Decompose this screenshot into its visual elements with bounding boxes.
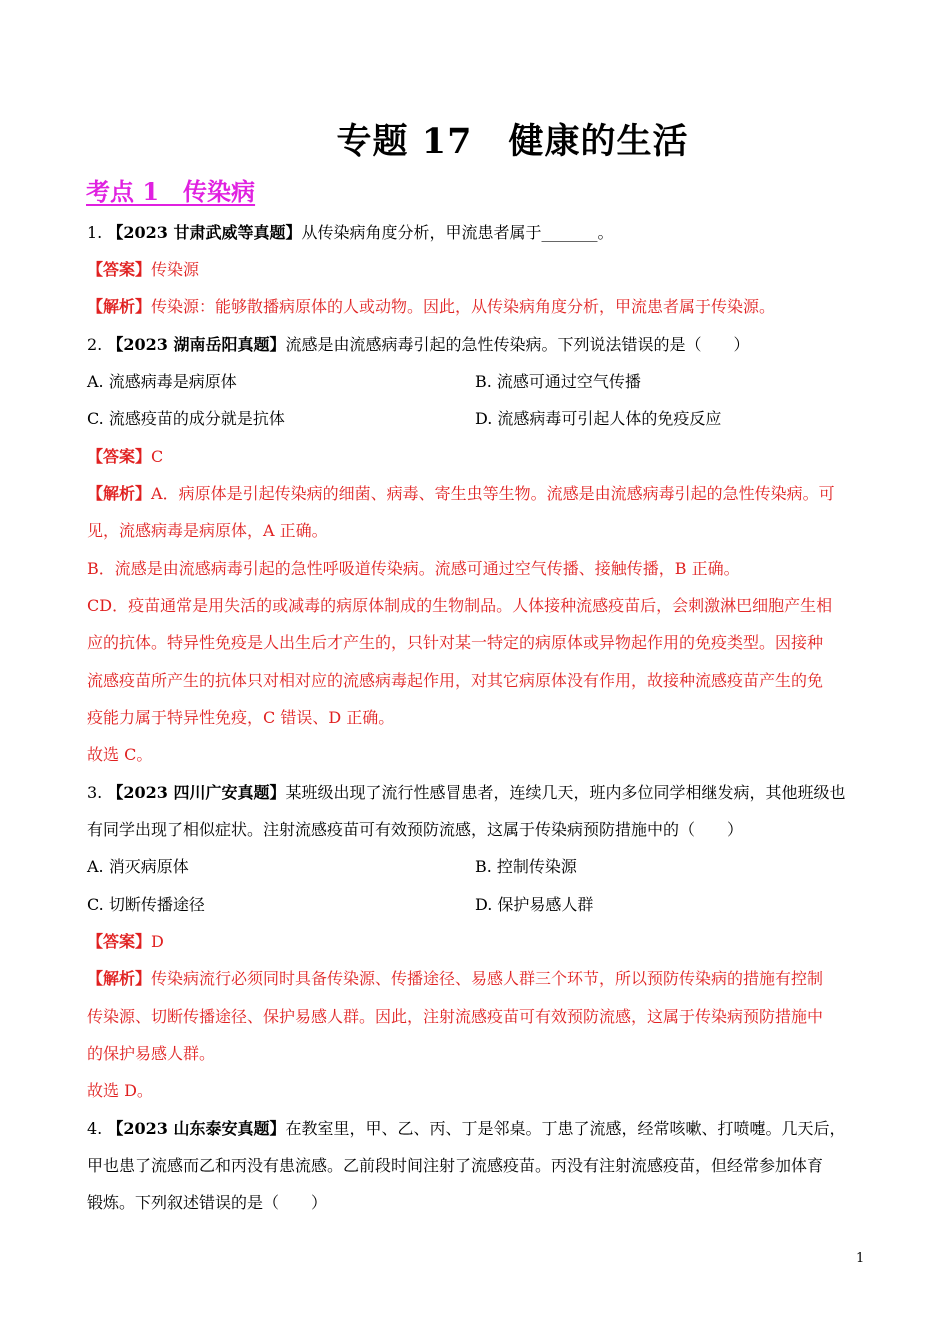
explanation-line: 故选 D。 — [87, 1081, 153, 1100]
option-a: A. 消灭病原体 — [87, 857, 189, 876]
option-d: D. 保护易感人群 — [475, 895, 594, 914]
option-b: B. 流感可通过空气传播 — [475, 372, 641, 391]
option-b: B. 控制传染源 — [475, 857, 577, 876]
answer-1: 【答案】传染源 — [87, 260, 200, 279]
question-stem-line: 甲也患了流感而乙和丙没有患流感。乙前段时间注射了流感疫苗。丙没有注射流感疫苗，但经常参加体育 — [87, 1156, 824, 1175]
option-c: C. 流感疫苗的成分就是抗体 — [87, 409, 285, 428]
question-stem: 从传染病角度分析，甲流患者属于_______。 — [301, 223, 614, 242]
question-stem-line: 锻炼。下列叙述错误的是（ ） — [87, 1193, 328, 1212]
explanation-line: 的保护易感人群。 — [87, 1044, 216, 1063]
answer-2: 【答案】C — [87, 447, 164, 466]
explanation-line: 疫能力属于特异性免疫，C 错误、D 正确。 — [87, 708, 395, 727]
option-a: A. 流感病毒是病原体 — [87, 372, 237, 391]
question-4: 4. 【2023 山东泰安真题】在教室里，甲、乙、丙、丁是邻桌。丁患了流感，经常咳嗽、打喷嚏。几天后， — [87, 1119, 846, 1138]
explanation-line: 传染源、切断传播途径、保护易感人群。因此，注射流感疫苗可有效预防流感，这属于传染病预防措施中 — [87, 1007, 824, 1026]
question-stem: 在教室里，甲、乙、丙、丁是邻桌。丁患了流感，经常咳嗽、打喷嚏。几天后， — [285, 1119, 846, 1138]
question-source: 【2023 甘肃武威等真题】 — [107, 223, 302, 242]
question-source: 【2023 四川广安真题】 — [107, 783, 286, 802]
question-2: 2. 【2023 湖南岳阳真题】流感是由流感病毒引起的急性传染病。下列说法错误的是（ ） — [87, 335, 750, 354]
section-heading: 考点 1 传染病 — [86, 177, 256, 206]
option-d: D. 流感病毒可引起人体的免疫反应 — [475, 409, 722, 428]
page-title: 专题 17 健康的生活 — [336, 121, 689, 162]
question-stem: 流感是由流感病毒引起的急性传染病。下列说法错误的是（ ） — [285, 335, 750, 354]
explanation-line: 故选 C。 — [87, 745, 153, 764]
explanation-line: B．流感是由流感病毒引起的急性呼吸道传染病。流感可通过空气传播、接触传播，B 正确。 — [87, 559, 740, 578]
question-source: 【2023 山东泰安真题】 — [107, 1119, 286, 1138]
question-3: 3. 【2023 四川广安真题】某班级出现了流行性感冒患者，连续几天，班内多位同学相继发病，其他班级也 — [87, 783, 846, 802]
explanation-2: 【解析】A．病原体是引起传染病的细菌、病毒、寄生虫等生物。流感是由流感病毒引起的急性传染病。可 — [87, 484, 835, 503]
question-1: 1. 【2023 甘肃武威等真题】从传染病角度分析，甲流患者属于_______。 — [87, 223, 614, 242]
explanation-3: 【解析】传染病流行必须同时具备传染源、传播途径、易感人群三个环节，所以预防传染病的措施有控制 — [87, 969, 824, 988]
explanation-line: 应的抗体。特异性免疫是人出生后才产生的，只针对某一特定的病原体或异物起作用的免疫类型。因接种 — [87, 633, 824, 652]
explanation-1: 【解析】传染源：能够散播病原体的人或动物。因此，从传染病角度分析，甲流患者属于传染源。 — [87, 297, 776, 316]
page-number: 1 — [856, 1251, 865, 1266]
explanation-line: CD．疫苗通常是用失活的或减毒的病原体制成的生物制品。人体接种流感疫苗后，会刺激淋巴细胞产生相 — [87, 596, 833, 615]
explanation-line: 流感疫苗所产生的抗体只对相对应的流感病毒起作用，对其它病原体没有作用，故接种流感疫苗产生的免 — [87, 671, 824, 690]
question-source: 【2023 湖南岳阳真题】 — [107, 335, 286, 354]
question-stem-line: 有同学出现了相似症状。注射流感疫苗可有效预防流感，这属于传染病预防措施中的（ ） — [87, 820, 744, 839]
answer-3: 【答案】D — [87, 932, 164, 951]
explanation-line: 见，流感病毒是病原体，A 正确。 — [87, 521, 328, 540]
option-c: C. 切断传播途径 — [87, 895, 205, 914]
question-stem: 某班级出现了流行性感冒患者，连续几天，班内多位同学相继发病，其他班级也 — [285, 783, 846, 802]
